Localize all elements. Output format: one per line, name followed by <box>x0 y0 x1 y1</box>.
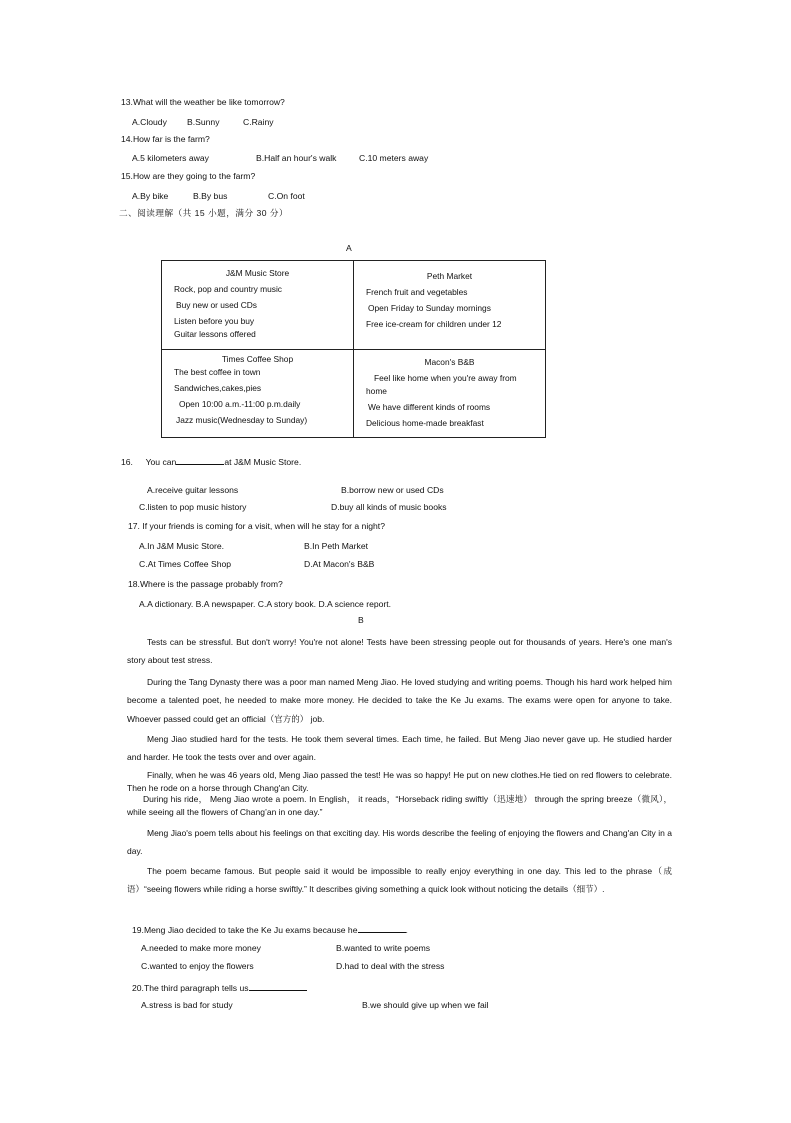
question-13: 13.What will the weather be like tomorrow? <box>121 97 285 107</box>
q15-option-a: A.By bike <box>132 191 169 201</box>
q17-option-d: D.At Macon's B&B <box>304 559 375 569</box>
ad-line: Free ice-cream for children under 12 <box>366 319 502 329</box>
paragraph-text: During his ride， Meng Jiao wrote a poem. In English， it reads，“Horseback riding swiftly（迅速地） through the spring breeze（微风），while seeing all the flowers of Chang’an in one day.” <box>127 794 672 817</box>
question-18: 18.Where is the passage probably from? <box>128 579 283 589</box>
question-16 <box>121 455 301 468</box>
answer-blank <box>358 923 406 933</box>
ads-table <box>161 260 546 438</box>
passage-b-label: B <box>358 615 364 625</box>
question-14: 14.How far is the farm? <box>121 134 210 144</box>
question-20 <box>132 981 307 994</box>
q19-stem: 19.Meng Jiao decided to take the Ke Ju exams because he <box>132 925 358 935</box>
q19-option-b: B.wanted to write poems <box>336 943 431 953</box>
paragraph-text: During the Tang Dynasty there was a poor man named Meng Jiao. He loved studying and writing poems. Though his hard work helped him become a talented poet, he needed to make more money. He decided to take the Ke Ju exams. The exams were open for anyone to take. Whoever passed could get an official（官方的） job. <box>127 677 672 724</box>
ad-line: Rock, pop and country music <box>174 284 282 294</box>
q19-end: . <box>405 925 408 935</box>
q17-option-b: B.In Peth Market <box>304 541 369 551</box>
answer-blank <box>176 455 224 465</box>
ad-title: Times Coffee Shop <box>221 353 294 364</box>
q19-option-c: C.wanted to enjoy the flowers <box>141 961 254 971</box>
q13-option-b: B.Sunny <box>187 117 220 127</box>
ad-line: Guitar lessons offered <box>174 329 256 339</box>
ad-line: Open 10:00 a.m.-11:00 p.m.daily <box>179 398 301 409</box>
q17-option-c: C.At Times Coffee Shop <box>139 559 232 569</box>
paragraph-text: Tests can be stressful. But don't worry! You're not alone! Tests have been stressing people out for thousands of years. Here's one man's story about test stress. <box>127 637 672 666</box>
ad-jm-music-store <box>162 261 354 350</box>
ad-line: home <box>366 385 387 396</box>
q14-option-a: A.5 kilometers away <box>132 153 209 163</box>
passage-b-paragraph-1 <box>127 633 672 670</box>
ad-title: Peth Market <box>426 271 473 281</box>
passage-b-paragraph-6 <box>127 824 672 861</box>
ad-line: Sandwiches,cakes,pies <box>174 382 262 393</box>
ad-line: We have different kinds of rooms <box>368 401 491 412</box>
passage-b-paragraph-2 <box>127 673 672 728</box>
q14-option-b: B.Half an hour's walk <box>256 153 337 163</box>
answer-blank <box>249 981 307 991</box>
q16-option-b: B.borrow new or used CDs <box>341 485 444 495</box>
ad-macons-bb <box>354 349 546 438</box>
ad-title: J&M Music Store <box>225 268 290 278</box>
question-19 <box>132 923 408 936</box>
q13-option-a: A.Cloudy <box>132 117 167 127</box>
ad-line: Listen before you buy <box>174 316 255 326</box>
q16-stem-after: at J&M Music Store. <box>224 457 302 467</box>
q16-stem-before: You can <box>145 457 177 467</box>
paragraph-text: Finally, when he was 46 years old, Meng Jiao passed the test! He was so happy! He put on new clothes.He tied on red flowers to celebrate. Then he rode on a horse through Chang'an City. <box>127 770 672 793</box>
passage-a-label: A <box>346 243 352 253</box>
ad-line: Feel like home when you're away from <box>374 372 517 383</box>
q20-option-b: B.we should give up when we fail <box>362 1000 489 1010</box>
question-15: 15.How are they going to the farm? <box>121 171 256 181</box>
passage-b-paragraph-7 <box>127 862 672 899</box>
q15-option-b: B.By bus <box>193 191 228 201</box>
q17-option-a: A.In J&M Music Store. <box>139 541 225 551</box>
ad-line: Open Friday to Sunday mornings <box>368 303 491 313</box>
paragraph-text: The poem became famous. But people said it would be impossible to really enjoy everything in one day. This led to the phrase（成语）“seeing flowers while riding a horse swiftly.” It describes giving something a quick look without noticing the details（细节）. <box>127 866 672 895</box>
passage-b-paragraph-5 <box>127 793 672 818</box>
q16-number: 16. <box>121 457 133 467</box>
paragraph-text: Meng Jiao's poem tells about his feelings on that exciting day. His words describe the feeling of enjoying the flowers and Chang'an City in a day. <box>127 828 672 857</box>
q19-option-a: A.needed to make more money <box>141 943 261 953</box>
ad-line: Jazz music(Wednesday to Sunday) <box>176 414 308 425</box>
paragraph-text: Meng Jiao studied hard for the tests. He took them several times. Each time, he failed. But Meng Jiao never gave up. He studied harder and harder. He took the tests over and over again. <box>127 734 672 763</box>
ad-title: Macon's B&B <box>424 356 475 367</box>
ad-times-coffee-shop <box>162 349 354 438</box>
q13-option-c: C.Rainy <box>243 117 274 127</box>
passage-b-paragraph-4 <box>127 769 672 794</box>
section-2-title: 二、阅读理解（共 15 小题，满分 30 分） <box>119 208 289 218</box>
question-17: 17. If your friends is coming for a visit, when will he stay for a night? <box>128 521 385 531</box>
q20-option-a: A.stress is bad for study <box>141 1000 233 1010</box>
ad-peth-market <box>354 261 546 350</box>
q20-stem: 20.The third paragraph tells us <box>132 983 249 993</box>
q15-option-c: C.On foot <box>268 191 305 201</box>
q19-option-d: D.had to deal with the stress <box>336 961 445 971</box>
ad-line: Delicious home-made breakfast <box>366 417 484 428</box>
q16-option-d: D.buy all kinds of music books <box>331 502 447 512</box>
ad-line: French fruit and vegetables <box>366 287 468 297</box>
ad-line: Buy new or used CDs <box>176 300 257 310</box>
q14-option-c: C.10 meters away <box>359 153 429 163</box>
q16-option-c: C.listen to pop music history <box>139 502 247 512</box>
ad-line: The best coffee in town <box>174 366 261 377</box>
q18-options: A.A dictionary. B.A newspaper. C.A story book. D.A science report. <box>139 599 392 609</box>
q16-option-a: A.receive guitar lessons <box>147 485 239 495</box>
passage-b-paragraph-3 <box>127 730 672 767</box>
